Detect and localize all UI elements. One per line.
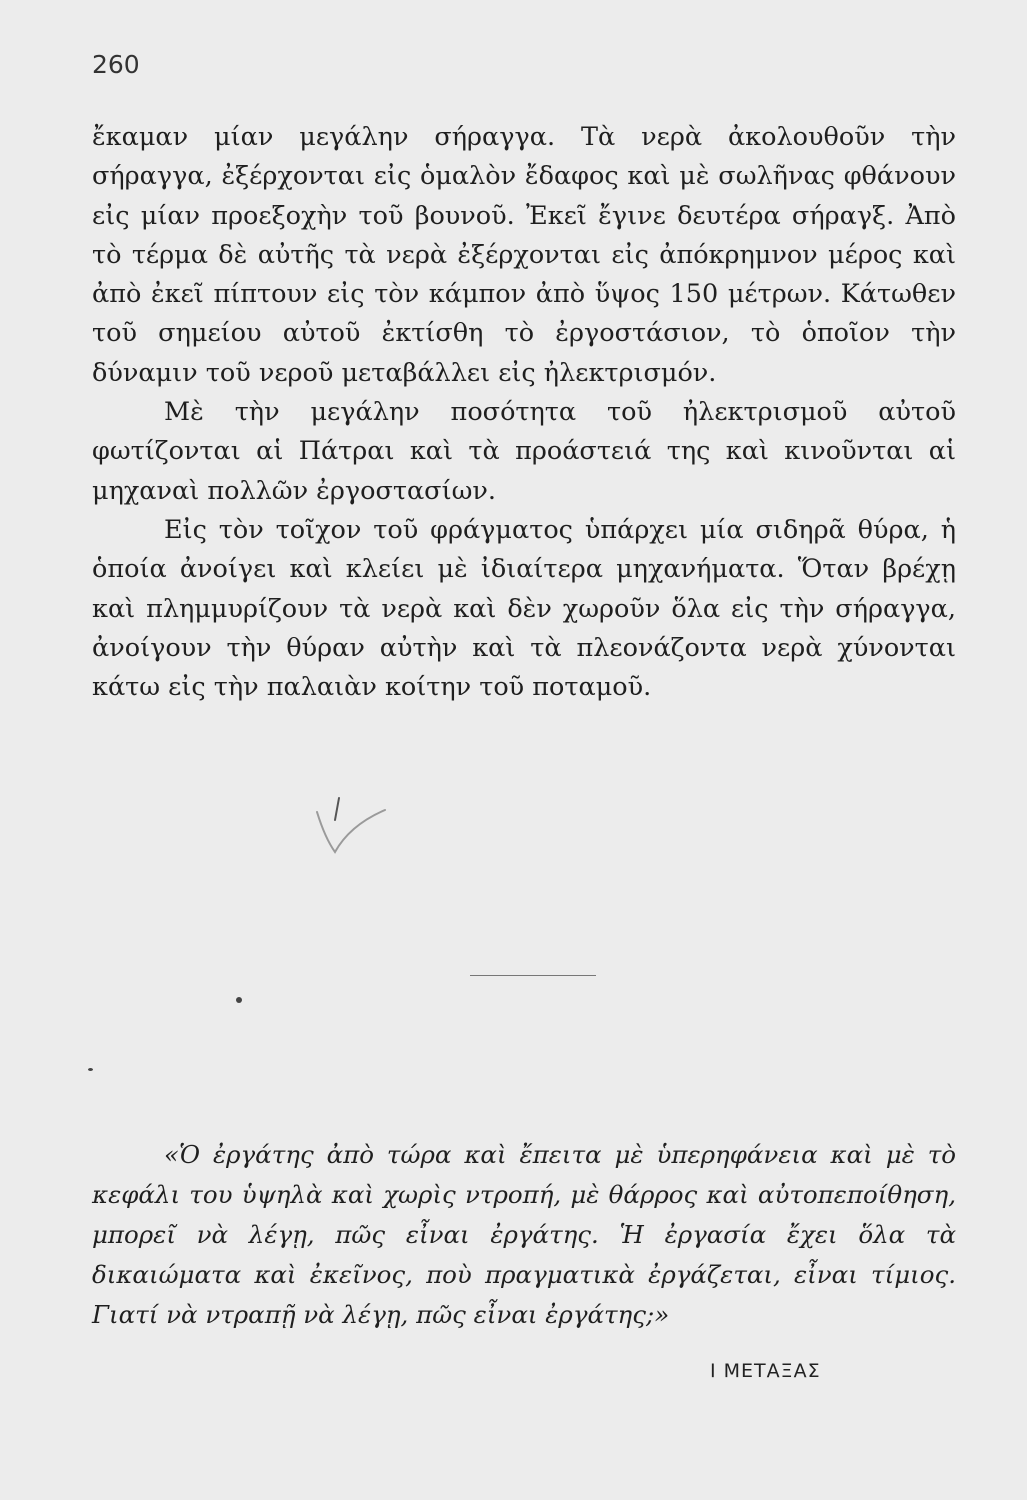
section-divider	[470, 975, 596, 976]
body-text	[92, 118, 956, 707]
page-number: 260	[92, 50, 140, 79]
paragraph: ἔκαμαν μίαν μεγάλην σήραγγα. Τὰ νερὰ ἀκολουθοῦν τὴν σήραγγα, ἐξέρχονται εἰς ὁμαλὸν ἔδαφος καὶ μὲ σωλῆνας φθάνουν εἰς μίαν προεξοχὴν τοῦ βουνοῦ. Ἐκεῖ ἔγινε δευτέρα σήραγξ. Ἀπὸ τὸ τέρμα δὲ αὐτῆς τὰ νερὰ ἐξέρχονται εἰς ἀπόκρημνον μέρος καὶ ἀπὸ ἐκεῖ πίπτουν εἰς τὸν κάμπον ἀπὸ ὕψος 150 μέτρων. Κάτωθεν τοῦ σημείου αὐτοῦ ἐκτίσθη τὸ ἐργοστάσιον, τὸ ὁποῖον τὴν δύναμιν τοῦ νεροῦ μεταβάλλει εἰς ἠλεκτρισμόν.	[92, 122, 956, 388]
quote-author: Ι ΜΕΤΑΞΑΣ	[710, 1360, 821, 1382]
ink-speck-icon	[236, 997, 242, 1003]
paragraph: Εἰς τὸν τοῖχον τοῦ φράγματος ὑπάρχει μία σιδηρᾶ θύρα, ἡ ὁποία ἀνοίγει καὶ κλείει μὲ ἰδιαίτερα μηχανήματα. Ὅταν βρέχῃ καὶ πλημμυρίζουν τὰ νερὰ καὶ δὲν χωροῦν ὅλα εἰς τὴν σήραγγα, ἀνοίγουν τὴν θύραν αὐτὴν καὶ τὰ πλεονάζοντα νερὰ χύνονται κάτω εἰς τὴν παλαιὰν κοίτην τοῦ ποταμοῦ.	[92, 514, 956, 703]
paragraph: Μὲ τὴν μεγάλην ποσότητα τοῦ ἠλεκτρισμοῦ αὐτοῦ φωτίζονται αἱ Πάτραι καὶ τὰ προάστειά της καὶ κινοῦνται αἱ μηχαναὶ πολλῶν ἐργοστασίων.	[92, 397, 956, 506]
handwritten-checkmark-icon	[305, 790, 395, 880]
ink-speck-icon	[88, 1068, 93, 1071]
quote-block: «Ὁ ἐργάτης ἀπὸ τώρα καὶ ἔπειτα μὲ ὑπερηφάνεια καὶ μὲ τὸ κεφάλι του ὑψηλὰ καὶ χωρὶς ντροπή, μὲ θάρρος καὶ αὐτοπεποίθηση, μπορεῖ νὰ λέγῃ, πῶς εἶναι ἐργάτης. Ἡ ἐργασία ἔχει ὅλα τὰ δικαιώματα καὶ ἐκεῖνος, ποὺ πραγματικὰ ἐργάζεται, εἶναι τίμιος. Γιατί νὰ ντραπῇ νὰ λέγῃ, πῶς εἶναι ἐργάτης;»	[92, 1140, 956, 1329]
